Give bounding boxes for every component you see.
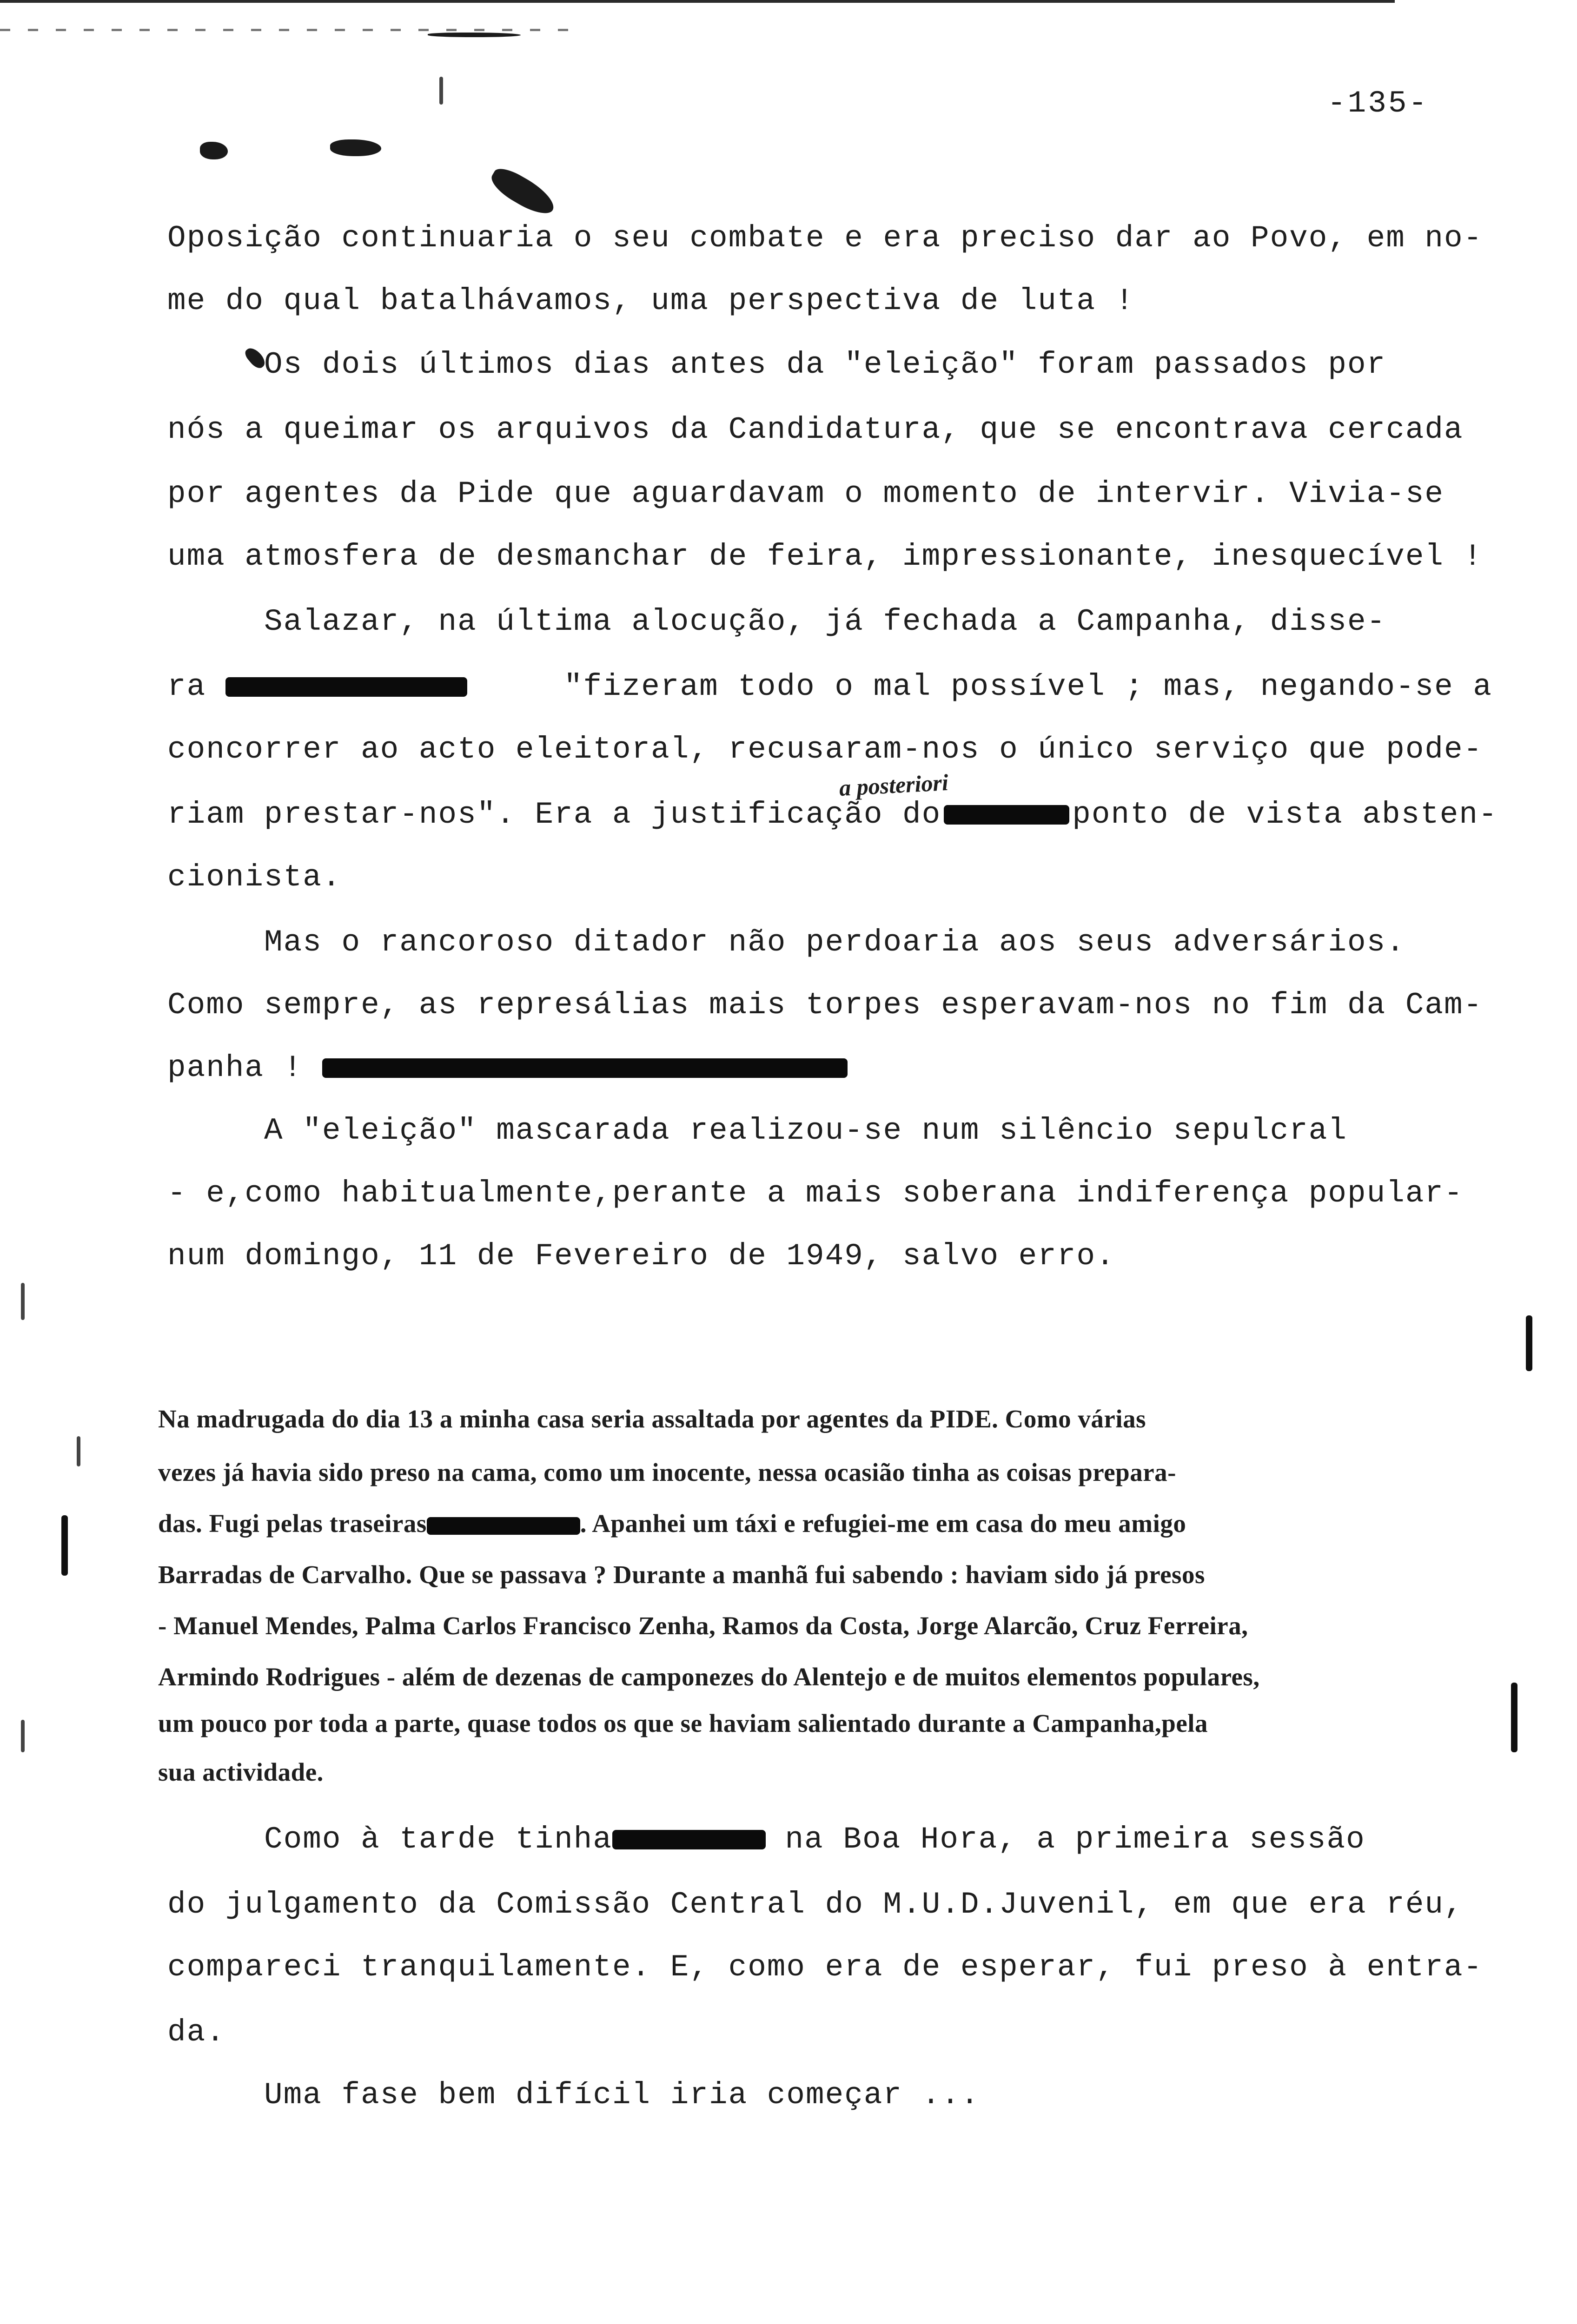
margin-mark (21, 1720, 25, 1752)
text-fragment: das. Fugi pelas traseiras (158, 1509, 427, 1538)
text-line: cionista. (167, 860, 342, 895)
text-line: Mas o rancoroso ditador não perdoaria aos seus adversários. (167, 925, 1405, 960)
text-line: - e,como habitualmente,perante a mais soberana indiferença popular- (167, 1176, 1464, 1211)
text-fragment: ra (167, 669, 206, 704)
text-fragment: riam prestar-nos". Era a justificação do (167, 797, 941, 832)
text-line: concorrer ao acto eleitoral, recusaram-nos o único serviço que pode- (167, 732, 1483, 767)
redaction-bar (427, 1517, 580, 1535)
margin-bracket (1511, 1683, 1517, 1752)
handwritten-insertion: a posteriori (838, 769, 949, 801)
text-line: Os dois últimos dias antes da "eleição" foram passados por (167, 347, 1386, 382)
text-line: compareci tranquilamente. E, como era de esperar, fui preso à entra- (167, 1950, 1483, 1985)
margin-bracket (61, 1515, 68, 1576)
text-fragment: "fizeram todo o mal possível ; mas, negando-se a (467, 669, 1492, 704)
bold-text-line: - Manuel Mendes, Palma Carlos Francisco Zenha, Ramos da Costa, Jorge Alarcão, Cruz Ferreira, (158, 1611, 1248, 1640)
top-rule (0, 0, 1395, 3)
bold-text-line: sua actividade. (158, 1758, 324, 1786)
text-fragment: ponto de vista absten- (1072, 797, 1498, 832)
text-line: num domingo, 11 de Fevereiro de 1949, salvo erro. (167, 1239, 1115, 1274)
text-line-with-redaction (167, 799, 1498, 830)
ink-stroke (439, 77, 443, 105)
ink-smudge (200, 142, 228, 159)
bold-text-line-with-redaction (158, 1511, 1186, 1536)
bold-text-line: um pouco por toda a parte, quase todos os que se haviam salientado durante a Campanha,pela (158, 1709, 1208, 1737)
margin-mark (77, 1436, 80, 1466)
text-fragment: panha ! (167, 1050, 303, 1085)
text-line: Uma fase bem difícil iria começar ... (167, 2078, 980, 2113)
top-dashed-rule (0, 29, 581, 31)
text-line: Salazar, na última alocução, já fechada a Campanha, disse- (167, 604, 1386, 639)
text-fragment: Como à tarde tinha (167, 1822, 612, 1857)
redaction-bar (612, 1830, 766, 1849)
page-number: -135- (1327, 86, 1429, 121)
redaction-bar (944, 805, 1069, 825)
ink-smudge (486, 163, 559, 220)
text-line-with-redaction (167, 669, 1492, 704)
text-line: A "eleição" mascarada realizou-se num silêncio sepulcral (167, 1113, 1347, 1148)
margin-mark (21, 1283, 25, 1320)
redaction-bar (225, 677, 467, 697)
text-line: Como sempre, as represálias mais torpes esperavam-nos no fim da Cam- (167, 988, 1483, 1023)
text-line: me do qual batalhávamos, uma perspectiva de luta ! (167, 284, 1135, 318)
text-line: Oposição continuaria o seu combate e era preciso dar ao Povo, em no- (167, 221, 1483, 256)
text-line: da. (167, 2015, 225, 2050)
text-line: do julgamento da Comissão Central do M.U.D.Juvenil, em que era réu, (167, 1887, 1464, 1922)
text-line-with-redaction (167, 1050, 848, 1085)
bold-text-line: vezes já havia sido preso na cama, como um inocente, nessa ocasião tinha as coisas prepara- (158, 1458, 1176, 1486)
bold-text-line: Armindo Rodrigues - além de dezenas de camponezes do Alentejo e de muitos elementos populares, (158, 1663, 1260, 1691)
text-line-with-redaction (167, 1824, 1365, 1855)
ink-smudge (330, 139, 381, 156)
text-line: nós a queimar os arquivos da Candidatura, que se encontrava cercada (167, 412, 1464, 447)
ink-stroke (428, 33, 521, 37)
bold-text-line: Barradas de Carvalho. Que se passava ? Durante a manhã fui sabendo : haviam sido já presos (158, 1560, 1205, 1589)
redaction-bar (322, 1058, 848, 1078)
text-fragment: na Boa Hora, a primeira sessão (765, 1822, 1365, 1857)
margin-bracket (1526, 1315, 1532, 1371)
text-fragment: . Apanhei um táxi e refugiei-me em casa do meu amigo (580, 1509, 1186, 1538)
text-line: uma atmosfera de desmanchar de feira, impressionante, inesquecível ! (167, 539, 1483, 574)
text-line: por agentes da Pide que aguardavam o momento de intervir. Vivia-se (167, 476, 1444, 511)
bold-text-line: Na madrugada do dia 13 a minha casa seria assaltada por agentes da PIDE. Como várias (158, 1405, 1146, 1433)
